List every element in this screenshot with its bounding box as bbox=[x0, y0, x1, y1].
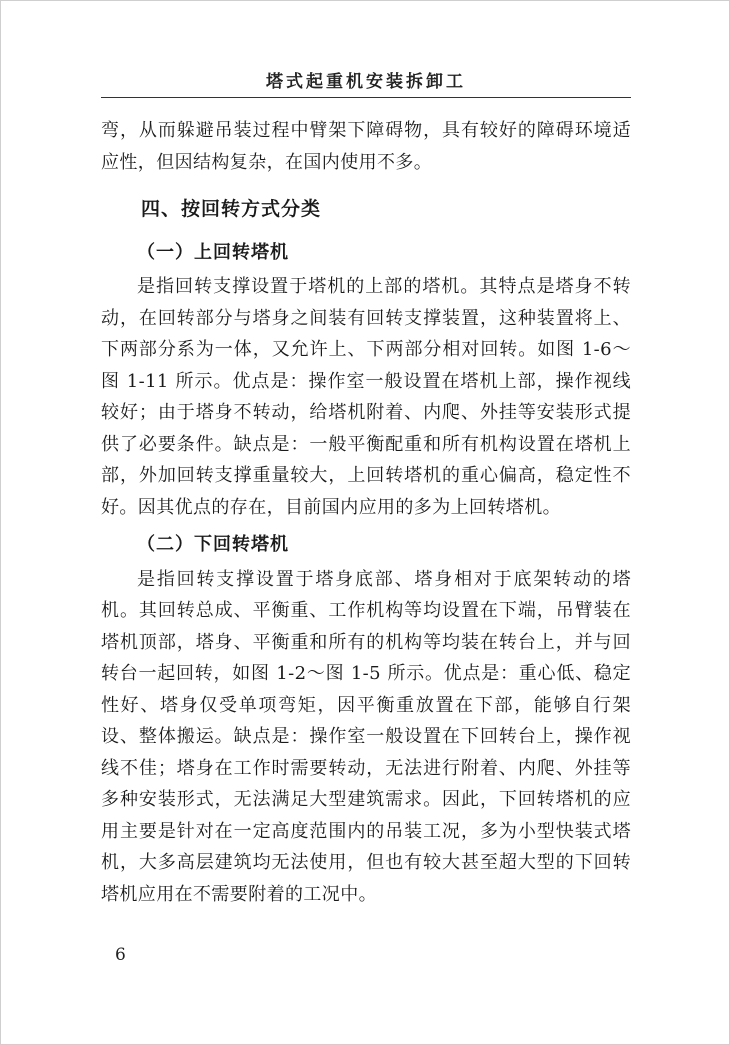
paragraph-upper-slewing: 是指回转支撑设置于塔机的上部的塔机。其特点是塔身不转动，在回转部分与塔身之间装有回转支撑装置，这种装置将上、下两部分系为一体，又允许上、下两部分相对回转。如图 1-6～图 1-11 所示。优点是：操作室一般设置在塔机上部，操作视线较好；由于塔身不转动，给塔机附着、内爬、外挂等安装形式提供了必要条件。缺点是：一般平衡配重和所有机构设置在塔机上部，外加回转支撑重量较大，上回转塔机的重心偏高，稳定性不好。因其优点的存在，目前国内应用的多为上回转塔机。 bbox=[101, 276, 631, 518]
page-body bbox=[101, 115, 631, 910]
section-heading: 四、按回转方式分类 bbox=[141, 198, 322, 220]
subsection-heading-upper-slewing: （一）上回转塔机 bbox=[137, 241, 289, 263]
header-rule bbox=[101, 97, 631, 98]
paragraph-lower-slewing: 是指回转支撑设置于塔身底部、塔身相对于底架转动的塔机。其回转总成、平衡重、工作机构等均设置在下端，吊臂装在塔机顶部，塔身、平衡重和所有的机构等均装在转台上，并与回转台一起回转，如图 1-2～图 1-5 所示。优点是：重心低、稳定性好、塔身仅受单项弯矩，因平衡重放置在下部，能够自行架设、整体搬运。缺点是：操作室一般设置在下回转台上，操作视线不佳；塔身在工作时需要转动，无法进行附着、内爬、外挂等多种安装形式，无法满足大型建筑需求。因此，下回转塔机的应用主要是针对在一定高度范围内的吊装工况，多为小型快装式塔机，大多高层建筑均无法使用，但也有较大甚至超大型的下回转塔机应用在不需要附着的工况中。 bbox=[101, 568, 631, 905]
continued-paragraph: 弯，从而躲避吊装过程中臂架下障碍物，具有较好的障碍环境适应性，但因结构复杂，在国内使用不多。 bbox=[101, 120, 631, 173]
subsection-heading-lower-slewing: （二）下回转塔机 bbox=[137, 534, 289, 555]
page-number: 6 bbox=[115, 945, 126, 965]
running-head: 塔式起重机安装拆卸工 bbox=[266, 72, 466, 92]
